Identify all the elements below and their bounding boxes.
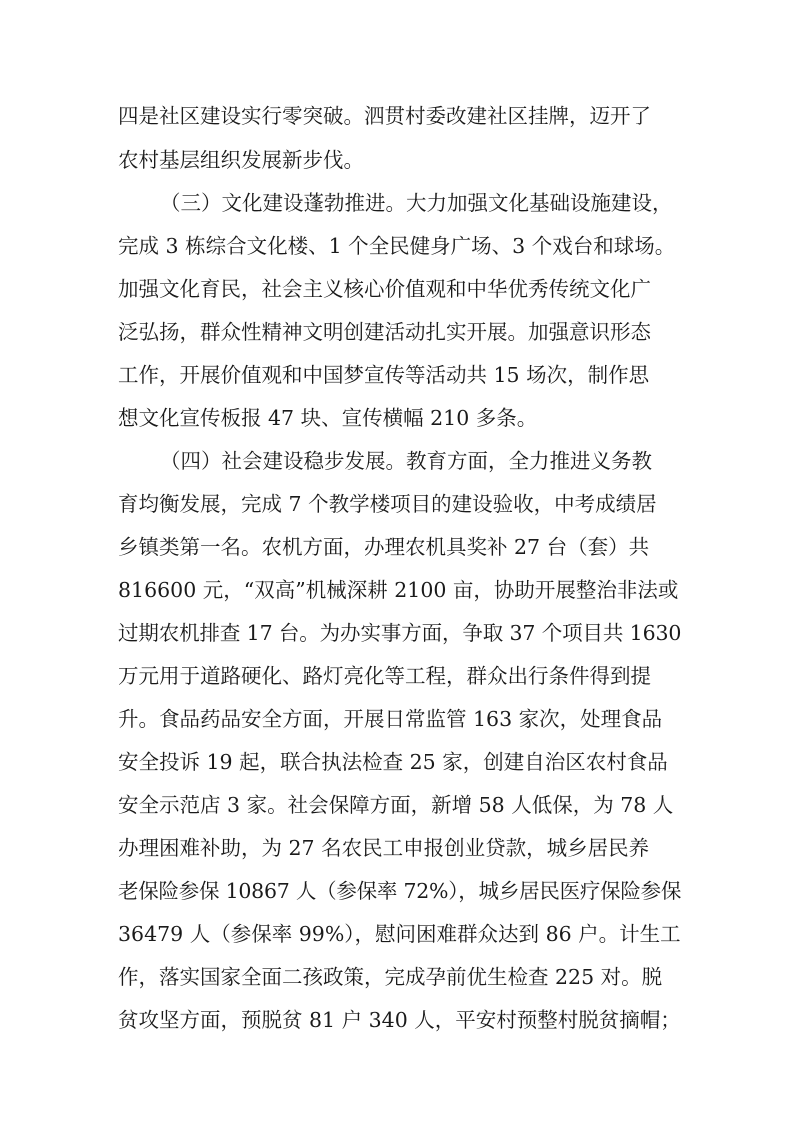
paragraph-line: 万元用于道路硬化、路灯亮化等工程，群众出行条件得到提 [118,664,651,688]
paragraph-line: 老保险参保 10867 人（参保率 72%），城乡居民医疗保险参保 [118,879,682,903]
paragraph-line: 作，落实国家全面二孩政策，完成孕前优生检查 225 对。脱 [118,965,663,989]
paragraph-line: 安全示范店 3 家。社会保障方面，新增 58 人低保，为 78 人 [118,793,674,817]
paragraph-line: 想文化宣传板报 47 块、宣传横幅 210 多条。 [118,406,538,430]
paragraph-line: 安全投诉 19 起，联合执法检查 25 家，创建自治区农村食品 [118,750,668,774]
paragraph-line: 乡镇类第一名。农机方面，办理农机具奖补 27 台（套）共 [118,535,650,559]
paragraph-line: 加强文化育民，社会主义核心价值观和中华优秀传统文化广 [118,277,651,301]
paragraph-line: 泛弘扬，群众性精神文明创建活动扎实开展。加强意识形态 [118,320,651,344]
paragraph-line: （三）文化建设蓬勃推进。大力加强文化基础设施建设， [160,191,673,215]
paragraph-line: 升。食品药品安全方面，开展日常监管 163 家次，处理食品 [118,707,663,731]
paragraph-line: 过期农机排查 17 台。为办实事方面，争取 37 个项目共 1630 [118,621,682,645]
paragraph-line: （四）社会建设稳步发展。教育方面，全力推进义务教 [160,449,652,473]
paragraph-line: 工作，开展价值观和中国梦宣传等活动共 15 场次，制作思 [118,363,650,387]
paragraph-line: 816600 元，“双高”机械深耕 2100 亩，协助开展整治非法或 [118,578,679,602]
paragraph-line: 农村基层组织发展新步伐。 [118,148,364,172]
paragraph-line: 四是社区建设实行零突破。泗贯村委改建社区挂牌，迈开了 [118,104,651,128]
paragraph-line: 育均衡发展，完成 7 个教学楼项目的建设验收，中考成绩居 [118,492,657,516]
paragraph-line: 贫攻坚方面，预脱贫 81 户 340 人，平安村预整村脱贫摘帽； [118,1008,681,1032]
paragraph-line: 完成 3 栋综合文化楼、1 个全民健身广场、3 个戏台和球场。 [118,234,676,258]
paragraph-line: 36479 人（参保率 99%），慰问困难群众达到 86 户。计生工 [118,922,681,946]
paragraph-line: 办理困难补助，为 27 名农民工申报创业贷款，城乡居民养 [118,836,650,860]
